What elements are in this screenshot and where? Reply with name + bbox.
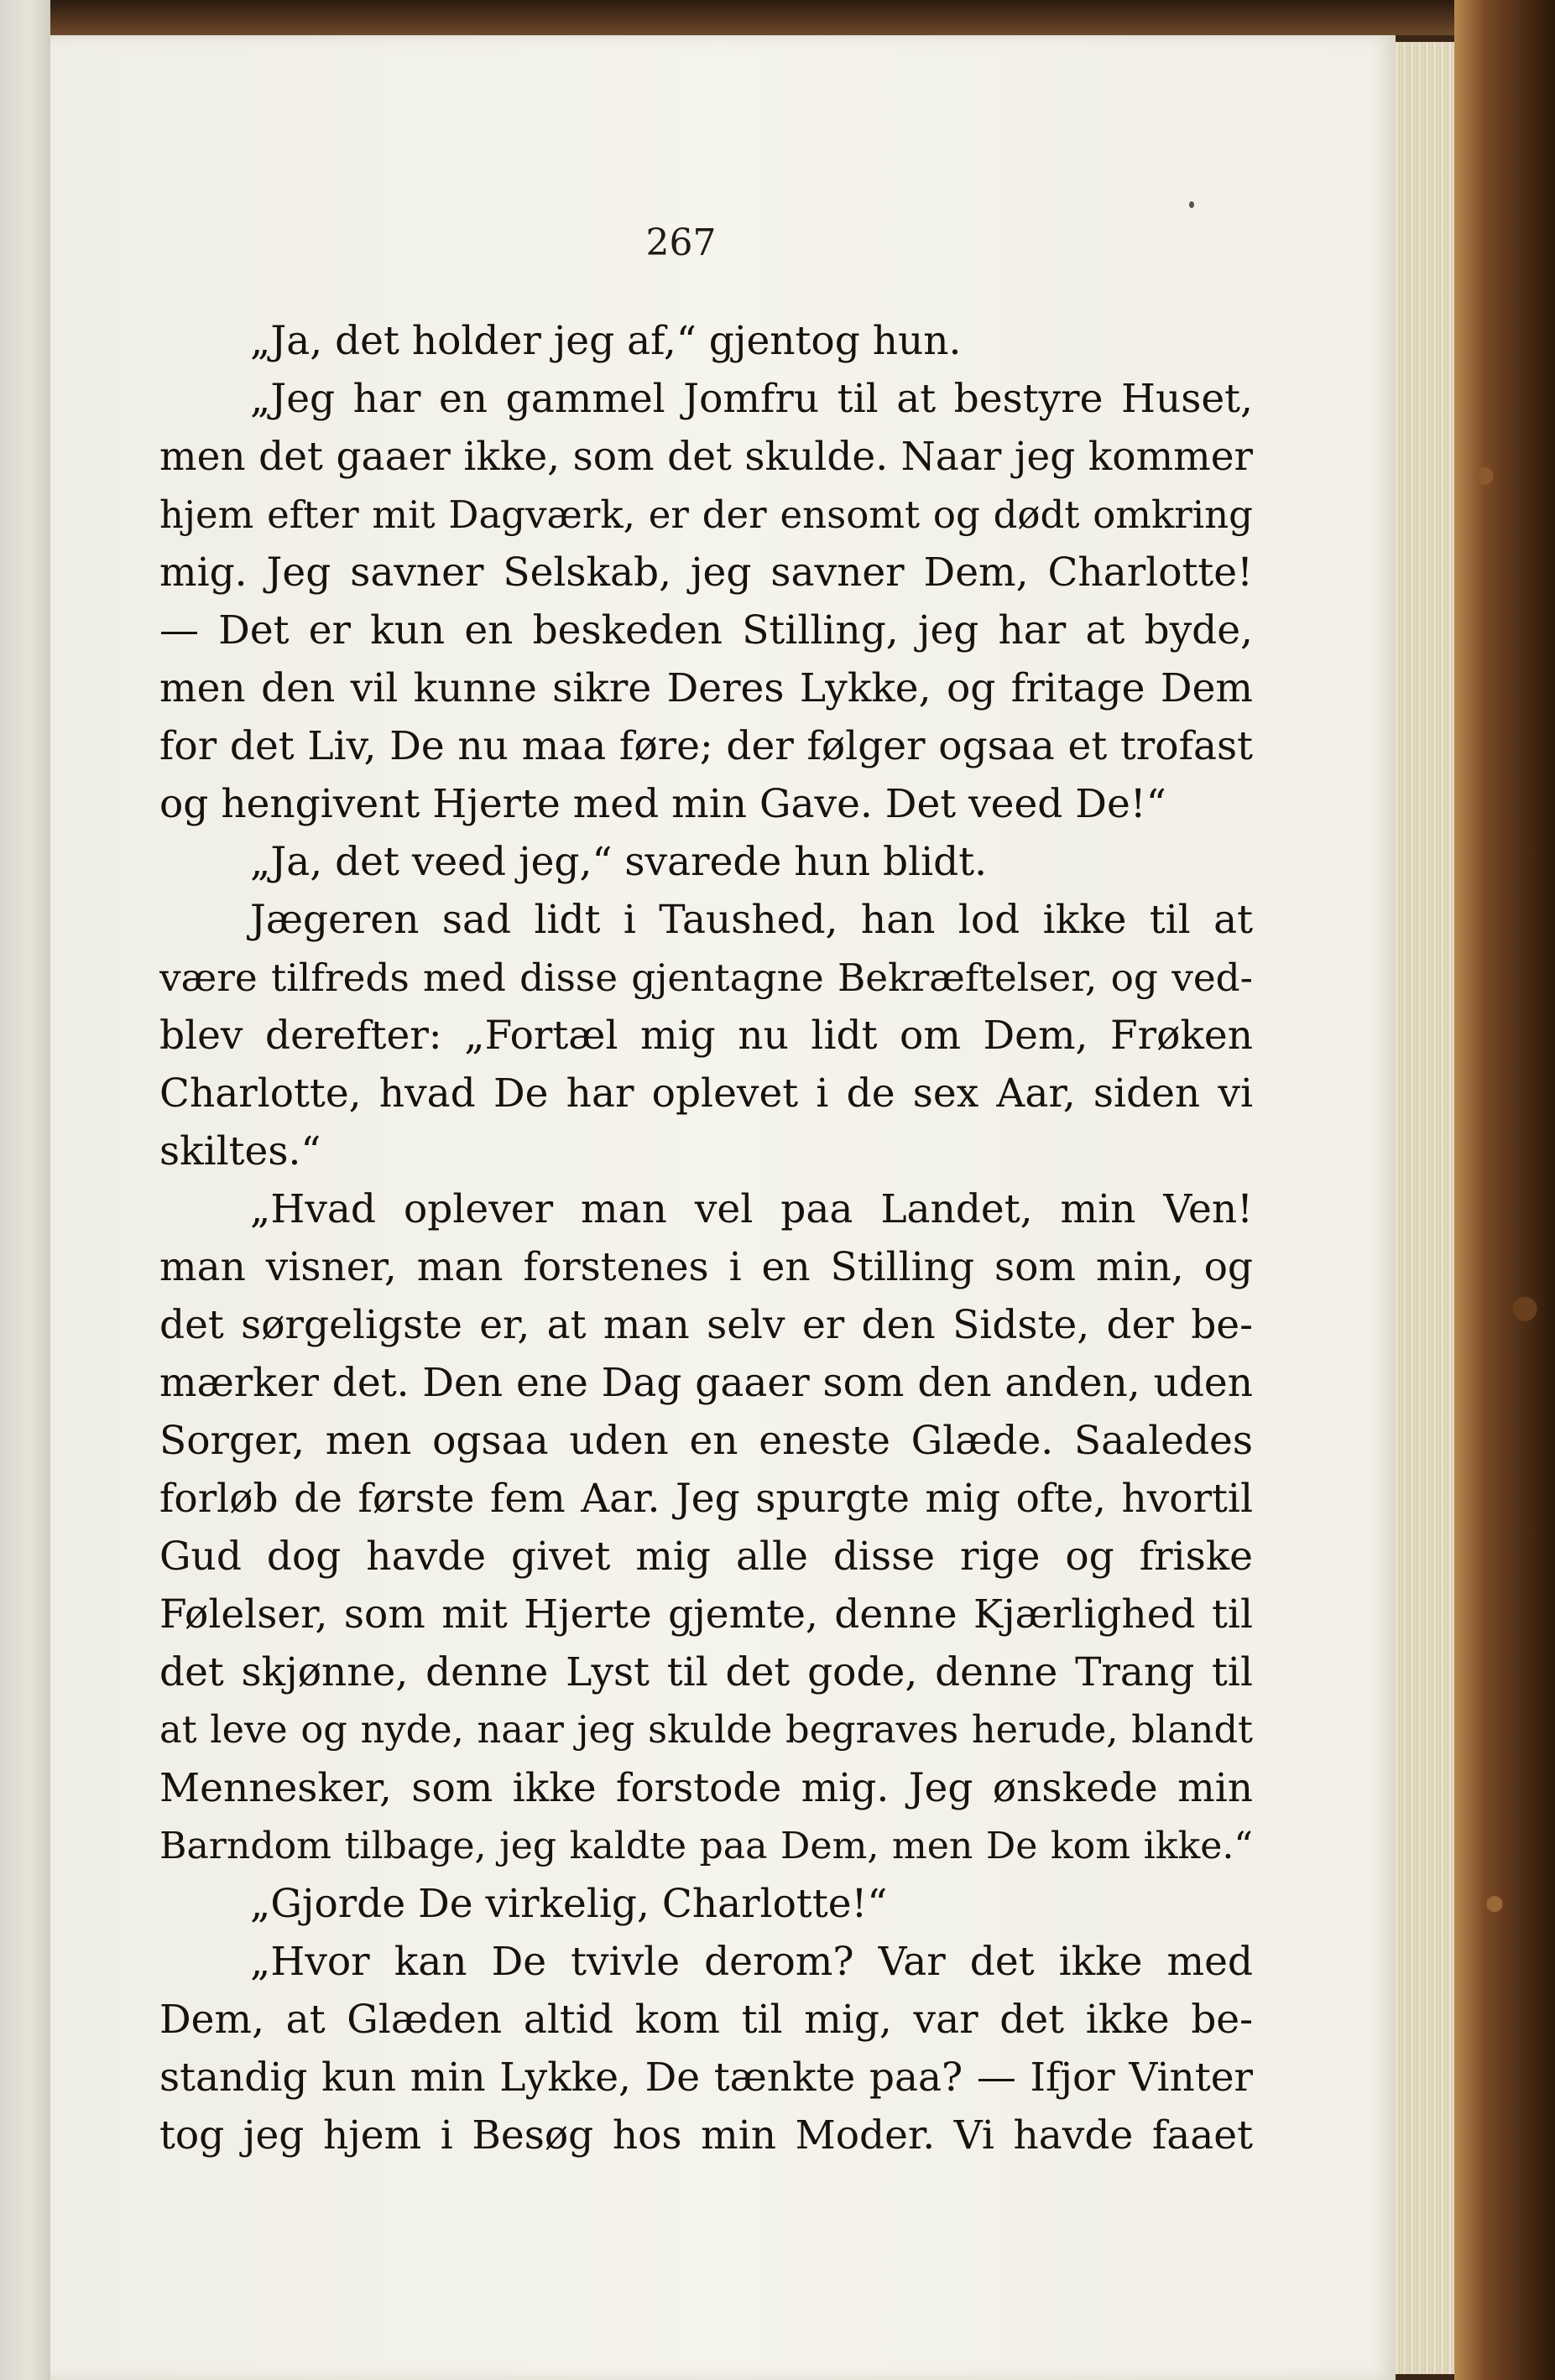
text-line: standig kun min Lykke, De tænkte paa? — Ifjor Vinter bbox=[159, 2055, 1253, 2101]
text-line: — Det er kun en beskeden Stilling, jeg har at byde, bbox=[159, 607, 1253, 654]
text-line: skiltes.“ bbox=[159, 1128, 321, 1174]
text-line: Charlotte, hvad De har oplevet i de sex Aar, siden vi bbox=[159, 1070, 1253, 1117]
text-line: forløb de første fem Aar. Jeg spurgte mig ofte, hvortil bbox=[159, 1476, 1253, 1522]
text-line: Mennesker, som ikke forstode mig. Jeg ønskede min bbox=[159, 1765, 1253, 1811]
text-line: det skjønne, denne Lyst til det gode, denne Trang til bbox=[159, 1649, 1253, 1695]
book-top-edge bbox=[0, 0, 1555, 35]
text-line: og hengivent Hjerte med min Gave. Det veed De!“ bbox=[159, 781, 1166, 827]
text-line: „Ja, det veed jeg,“ svarede hun blidt. bbox=[250, 839, 988, 885]
text-line: mærker det. Den ene Dag gaaer som den anden, uden bbox=[159, 1360, 1253, 1406]
book-cover-edge bbox=[1454, 0, 1555, 2380]
text-line: „Gjorde De virkelig, Charlotte!“ bbox=[250, 1881, 888, 1927]
book-page bbox=[50, 35, 1396, 2380]
text-line: for det Liv, De nu maa føre; der følger ogsaa et trofast bbox=[159, 723, 1253, 769]
text-line: blev derefter: „Fortæl mig nu lidt om Dem, Frøken bbox=[159, 1013, 1253, 1059]
text-line: det sørgeligste er, at man selv er den Sidste, der be- bbox=[159, 1302, 1253, 1348]
text-line: at leve og nyde, naar jeg skulde begraves herude, blandt bbox=[159, 1708, 1253, 1752]
text-line: men det gaaer ikke, som det skulde. Naar jeg kommer bbox=[159, 434, 1253, 480]
text-line: „Hvad oplever man vel paa Landet, min Ven! bbox=[250, 1186, 1253, 1232]
text-line: „Ja, det holder jeg af,“ gjentog hun. bbox=[250, 318, 962, 364]
text-line: „Hvor kan De tvivle derom? Var det ikke med bbox=[250, 1939, 1253, 1985]
text-line: men den vil kunne sikre Deres Lykke, og fritage Dem bbox=[159, 665, 1253, 711]
text-line: „Jeg har en gammel Jomfru til at bestyre Huset, bbox=[250, 376, 1253, 422]
text-line: tog jeg hjem i Besøg hos min Moder. Vi havde faaet bbox=[159, 2112, 1253, 2159]
text-line: man visner, man forstenes i en Stilling som min, og bbox=[159, 1244, 1253, 1290]
book-gutter bbox=[0, 0, 50, 2380]
text-line: Barndom tilbage, jeg kaldte paa Dem, men De kom ikke.“ bbox=[159, 1825, 1253, 1867]
body-text bbox=[159, 312, 1253, 2164]
text-line: Dem, at Glæden altid kom til mig, var det ikke be- bbox=[159, 1997, 1253, 2043]
text-line: Følelser, som mit Hjerte gjemte, denne Kjærlighed til bbox=[159, 1591, 1253, 1638]
paper-speck bbox=[1189, 201, 1194, 208]
text-line: Jægeren sad lidt i Taushed, han lod ikke til at bbox=[250, 897, 1253, 943]
page-number: 267 bbox=[645, 221, 717, 264]
text-line: mig. Jeg savner Selskab, jeg savner Dem, Charlotte! bbox=[159, 549, 1253, 596]
text-line: hjem efter mit Dagværk, er der ensomt og dødt omkring bbox=[159, 492, 1253, 537]
text-line: være tilfreds med disse gjentagne Bekræftelser, og ved- bbox=[159, 956, 1253, 1000]
text-line: Sorger, men ogsaa uden en eneste Glæde. Saaledes bbox=[159, 1418, 1253, 1464]
text-line: Gud dog havde givet mig alle disse rige og friske bbox=[159, 1534, 1253, 1580]
